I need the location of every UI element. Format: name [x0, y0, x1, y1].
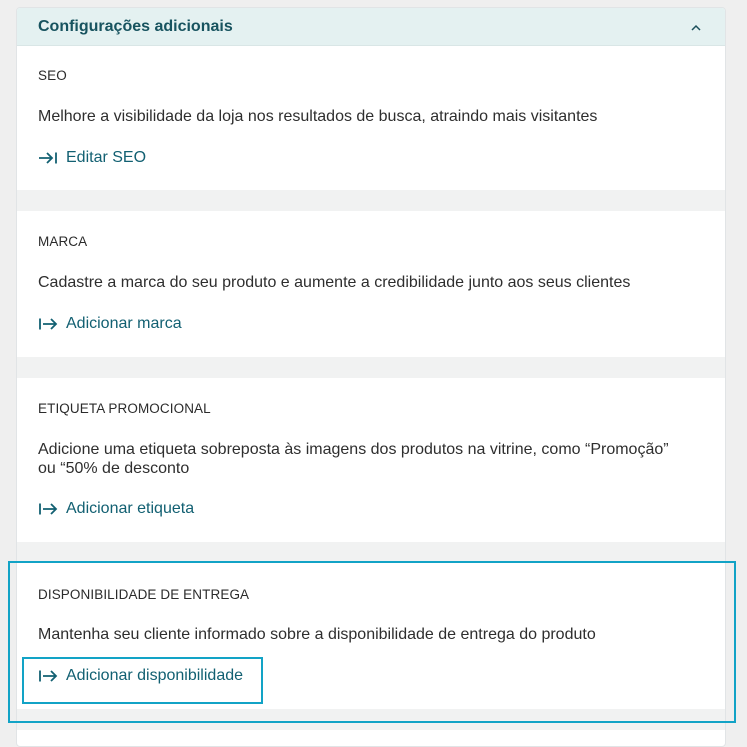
seo-section [17, 46, 725, 190]
edit-seo-link[interactable] [38, 149, 146, 167]
add-availability-link[interactable] [38, 667, 243, 685]
promo-tag-section [17, 378, 725, 542]
section-description [38, 440, 708, 478]
chevron-up-icon[interactable] [688, 19, 704, 35]
description-line: Adicione uma etiqueta sobreposta às imagens dos produtos na vitrine, como “Promoção” [38, 441, 669, 458]
link-label: Adicionar marca [66, 315, 182, 332]
link-label: Adicionar etiqueta [66, 500, 195, 517]
section-title: MARCA [38, 234, 88, 249]
add-brand-link[interactable] [38, 315, 182, 333]
section-description: Mantenha seu cliente informado sobre a disponibilidade de entrega do produto [38, 626, 596, 643]
panel-header[interactable] [17, 8, 725, 46]
section-divider [17, 190, 725, 211]
arrow-from-bar-right-icon [38, 502, 58, 516]
link-label: Adicionar disponibilidade [66, 667, 244, 684]
add-tag-link[interactable] [38, 500, 194, 518]
delivery-availability-section [17, 563, 725, 709]
section-divider [17, 357, 725, 378]
section-title: ETIQUETA PROMOCIONAL [38, 401, 211, 416]
section-description: Melhore a visibilidade da loja nos resultados de busca, atraindo mais visitantes [38, 108, 598, 125]
link-label: Editar SEO [66, 149, 147, 166]
brand-section [17, 211, 725, 357]
arrow-to-right-bar-icon [38, 151, 58, 165]
panel-title: Configurações adicionais [38, 17, 233, 35]
arrow-from-bar-right-icon [38, 669, 58, 683]
section-divider [17, 709, 725, 730]
section-description: Cadastre a marca do seu produto e aumente a credibilidade junto aos seus clientes [38, 274, 631, 291]
section-title: DISPONIBILIDADE DE ENTREGA [38, 587, 250, 602]
additional-settings-panel [16, 7, 726, 747]
section-divider [17, 542, 725, 563]
arrow-from-bar-right-icon [38, 317, 58, 331]
section-title: SEO [38, 68, 67, 83]
description-line: ou “50% de desconto [38, 460, 190, 477]
